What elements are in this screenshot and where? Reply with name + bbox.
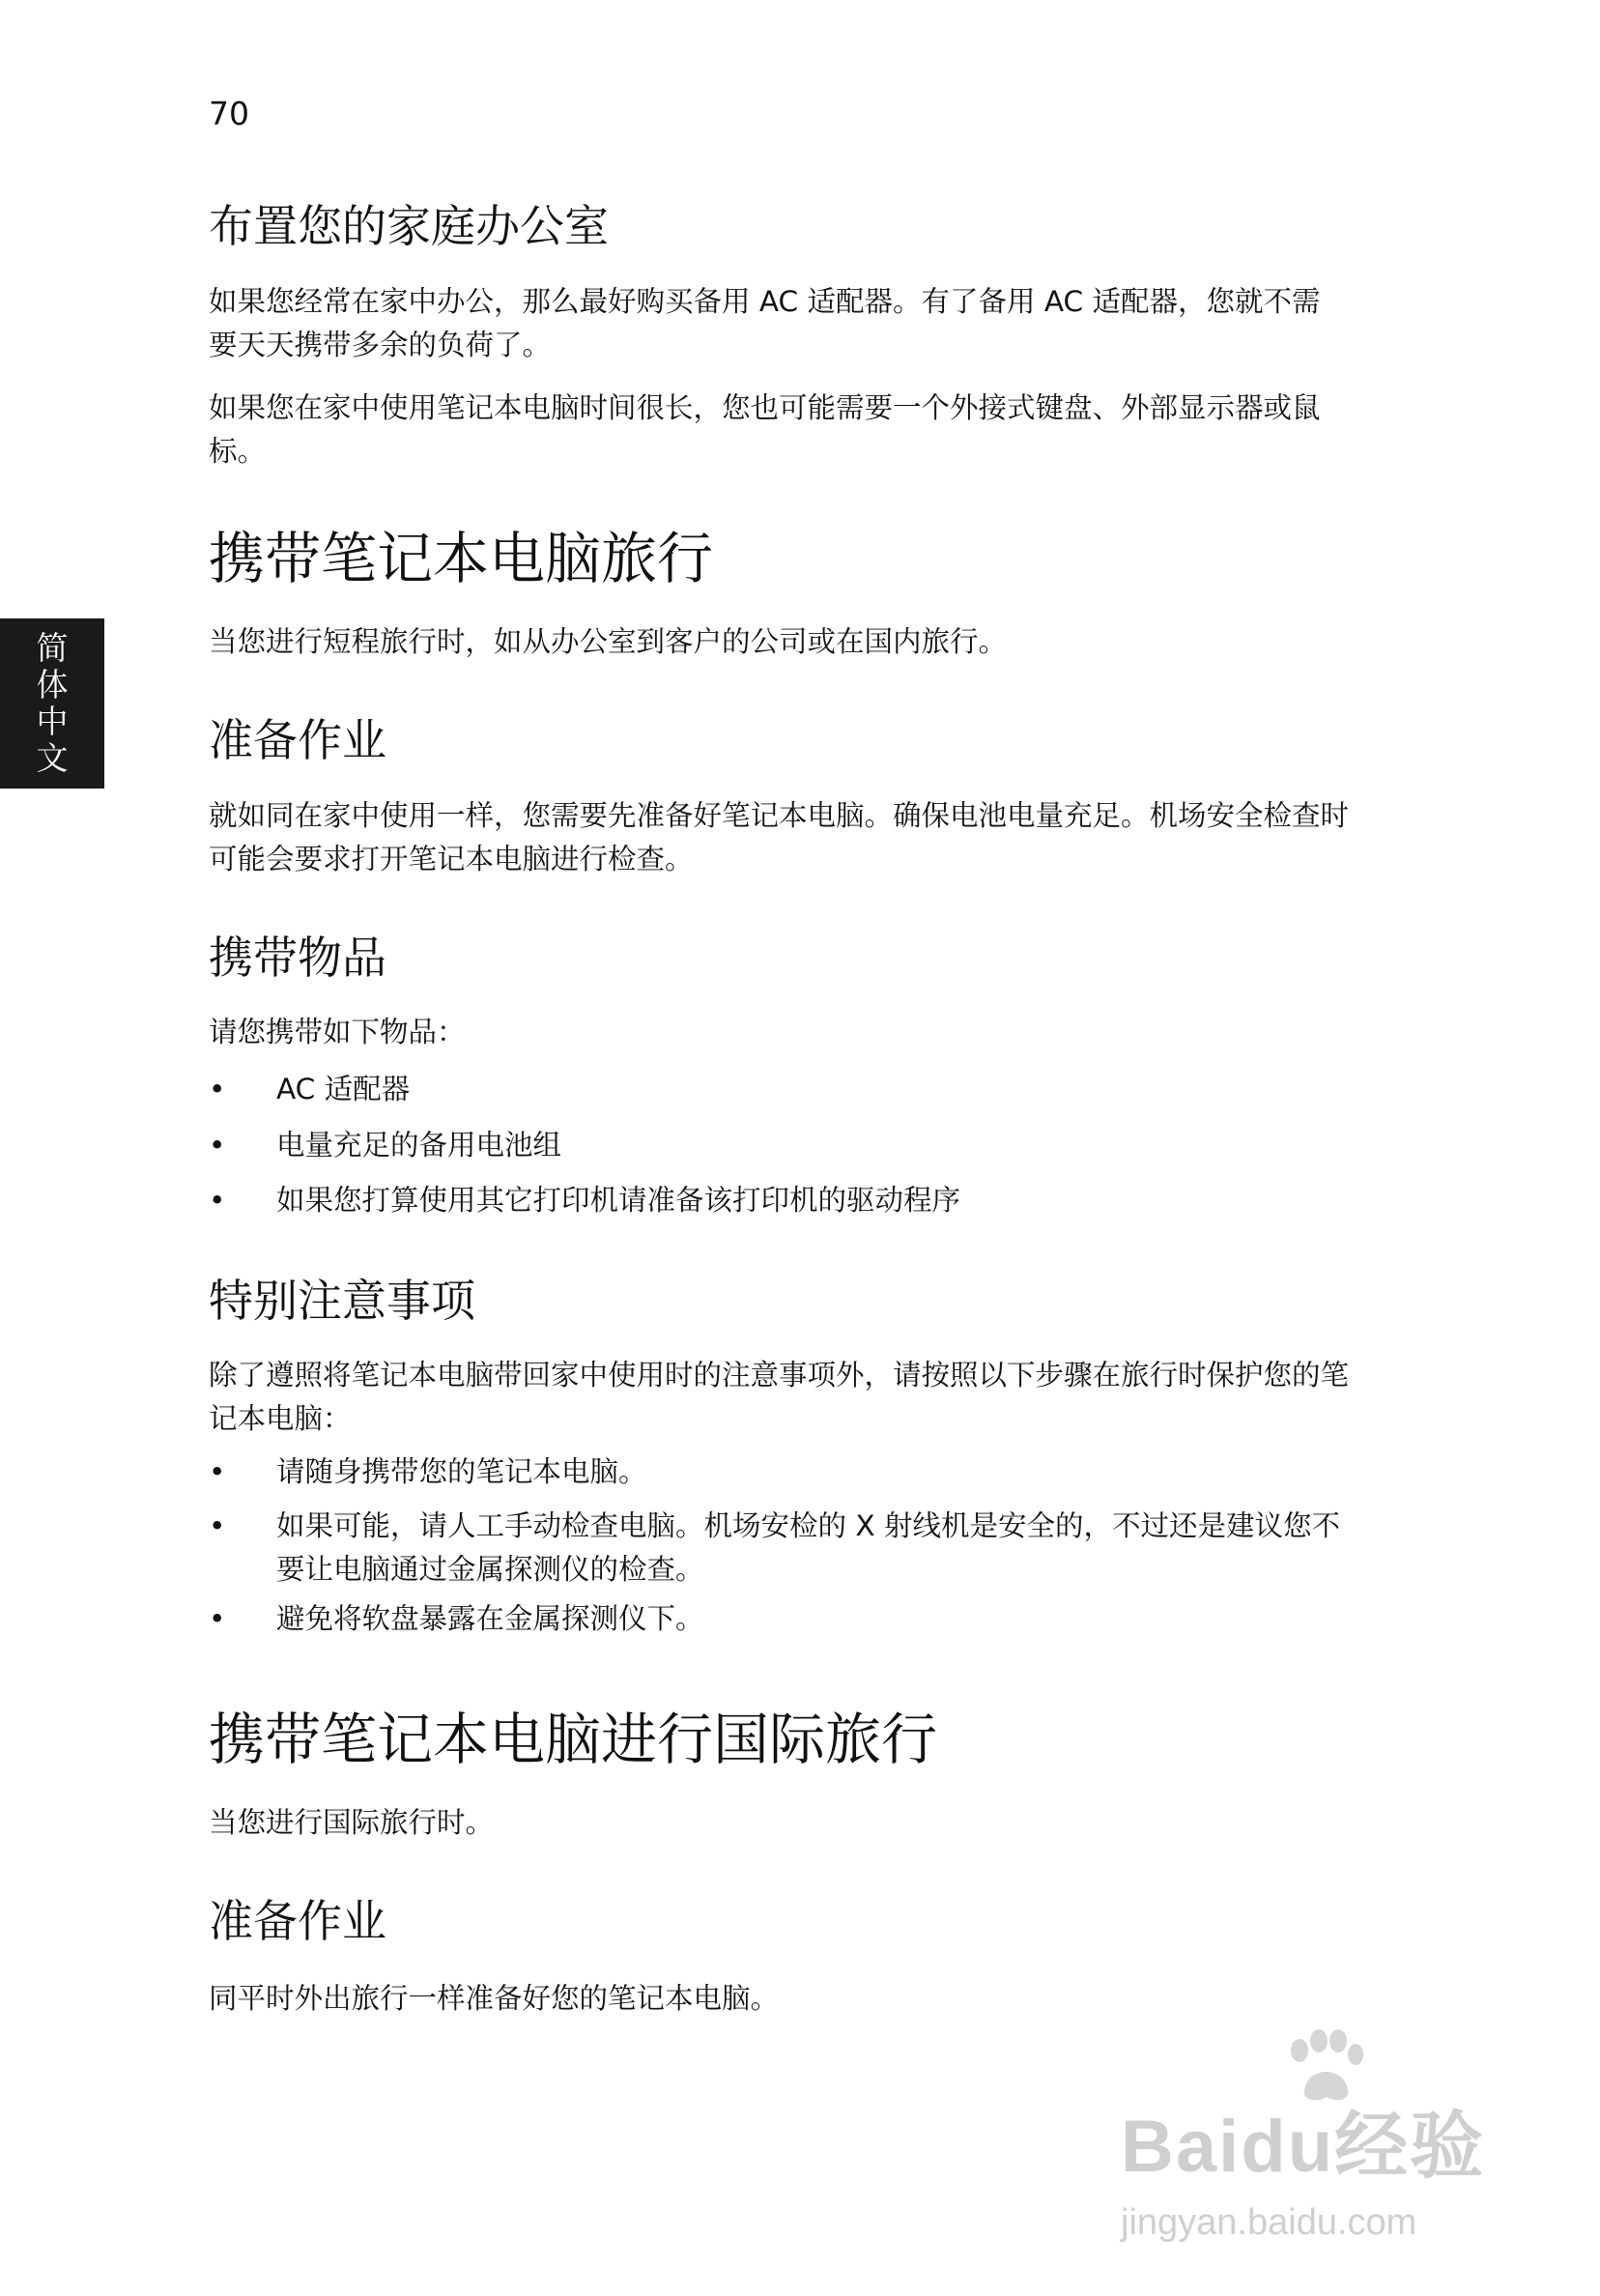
- bullet-icon: •: [209, 1073, 226, 1105]
- list-item: [209, 1068, 1349, 1111]
- list-item-text: 电量充足的备用电池组: [276, 1129, 562, 1162]
- paw-icon: [1280, 2029, 1367, 2117]
- list-item-text: 如果可能，请人工手动检查电脑。机场安检的 X 射线机是安全的，不过还是建议您不要让电脑通过金属探测仪的检查。: [276, 1509, 1340, 1586]
- watermark-site: jingyan.baidu.com: [1121, 2202, 1417, 2243]
- list-item: [209, 1597, 1349, 1641]
- list-item: [209, 1179, 1349, 1222]
- language-tab-char: 简: [36, 629, 69, 667]
- list-item-text: 避免将软盘暴露在金属探测仪下。: [276, 1602, 704, 1635]
- section-title-international-travel: 携带笔记本电脑进行国际旅行: [209, 1707, 938, 1772]
- section-title-home-office: 布置您的家庭办公室: [209, 200, 609, 252]
- list-item-text: 请随身携带您的笔记本电脑。: [276, 1455, 647, 1488]
- language-tab-char: 中: [36, 703, 69, 740]
- international-intro: 当您进行国际旅行时。: [209, 1806, 495, 1839]
- language-tab-char: 文: [36, 739, 69, 777]
- subsection-title-international-preparation: 准备作业: [209, 1895, 386, 1947]
- list-item-text: AC 适配器: [276, 1073, 411, 1105]
- section-title-travel: 携带笔记本电脑旅行: [209, 526, 714, 591]
- special-notes-intro: 除了遵照将笔记本电脑带回家中使用时的注意事项外，请按照以下步骤在旅行时保护您的笔记本电脑：: [209, 1359, 1350, 1435]
- travel-intro: 当您进行短程旅行时，如从办公室到客户的公司或在国内旅行。: [209, 625, 1008, 658]
- preparation-paragraph: 就如同在家中使用一样，您需要先准备好笔记本电脑。确保电池电量充足。机场安全检查时可能会要求打开笔记本电脑进行检查。: [209, 799, 1350, 875]
- watermark-brand: Baidu经验: [1121, 2106, 1486, 2188]
- bullet-icon: •: [209, 1184, 226, 1217]
- list-item: [209, 1450, 1349, 1494]
- bullet-icon: •: [209, 1509, 226, 1542]
- subsection-title-special-notes: 特别注意事项: [209, 1275, 475, 1327]
- list-item-text: 如果您打算使用其它打印机请准备该打印机的驱动程序: [276, 1184, 961, 1217]
- home-office-paragraph-1: 如果您经常在家中办公，那么最好购买备用 AC 适配器。有了备用 AC 适配器，您就不需要天天携带多余的负荷了。: [209, 285, 1321, 361]
- page-number: 70: [209, 95, 249, 132]
- baidu-watermark: [1111, 2029, 1517, 2252]
- bullet-icon: •: [209, 1129, 226, 1162]
- international-preparation-paragraph: 同平时外出旅行一样准备好您的笔记本电脑。: [209, 1982, 780, 2015]
- list-item: [209, 1505, 1349, 1592]
- subsection-title-items: 携带物品: [209, 932, 386, 984]
- list-item: [209, 1124, 1349, 1167]
- subsection-title-preparation: 准备作业: [209, 714, 386, 766]
- home-office-paragraph-2: 如果您在家中使用笔记本电脑时间很长，您也可能需要一个外接式键盘、外部显示器或鼠标。: [209, 391, 1321, 468]
- bullet-icon: •: [209, 1602, 226, 1635]
- items-intro: 请您携带如下物品：: [209, 1016, 466, 1048]
- language-tab-char: 体: [36, 666, 69, 703]
- bullet-icon: •: [209, 1455, 226, 1488]
- language-tab: [0, 618, 104, 789]
